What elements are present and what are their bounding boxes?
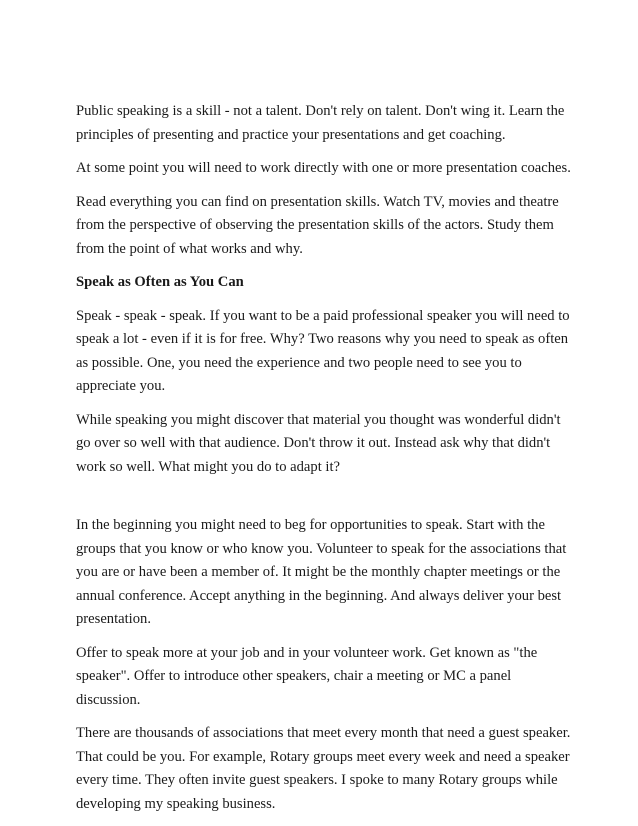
- paragraph-skill-not-talent: Public speaking is a skill - not a talent. Don't rely on talent. Don't wing it. Learn the principles of presenting and practice your presentations and get coaching.: [76, 103, 565, 143]
- document-body: [76, 100, 571, 826]
- blank-line-spacer: [76, 489, 571, 514]
- paragraph-speak-speak-speak: Speak - speak - speak. If you want to be a paid professional speaker you will need to speak a lot - even if it is for free. Why? Two reasons why you need to speak as often as possible. One, you need the experience and two people need to see you to appreciate you.: [76, 307, 570, 394]
- paragraph-adapt-material: While speaking you might discover that material you thought was wonderful didn't go over so well with that audience. Don't throw it out. Instead ask why that didn't work so well. What might you do to adapt it?: [76, 411, 561, 475]
- section-heading: Speak as Often as You Can: [76, 274, 244, 290]
- paragraph-presentation-coaches: At some point you will need to work directly with one or more presentation coaches.: [76, 160, 571, 176]
- paragraph-speak-at-job: Offer to speak more at your job and in your volunteer work. Get known as "the speaker". Offer to introduce other speakers, chair a meeting or MC a panel discussion.: [76, 644, 538, 708]
- paragraph-read-everything: Read everything you can find on presentation skills. Watch TV, movies and theatre from the perspective of observing the presentation skills of the actors. Study them from the point of what works and why.: [76, 193, 559, 257]
- paragraph-rotary-groups: There are thousands of associations that meet every month that need a guest speaker. That could be you. For example, Rotary groups meet every week and need a speaker every time. They often invite guest speakers. I spoke to many Rotary groups while developing my speaking business.: [76, 725, 571, 812]
- paragraph-beg-for-opportunities: In the beginning you might need to beg for opportunities to speak. Start with the groups that you know or who know you. Volunteer to speak for the associations that you are or have been a member of. It might be the monthly chapter meetings or the annual conference. Accept anything in the beginning. And always deliver your best presentation.: [76, 517, 567, 627]
